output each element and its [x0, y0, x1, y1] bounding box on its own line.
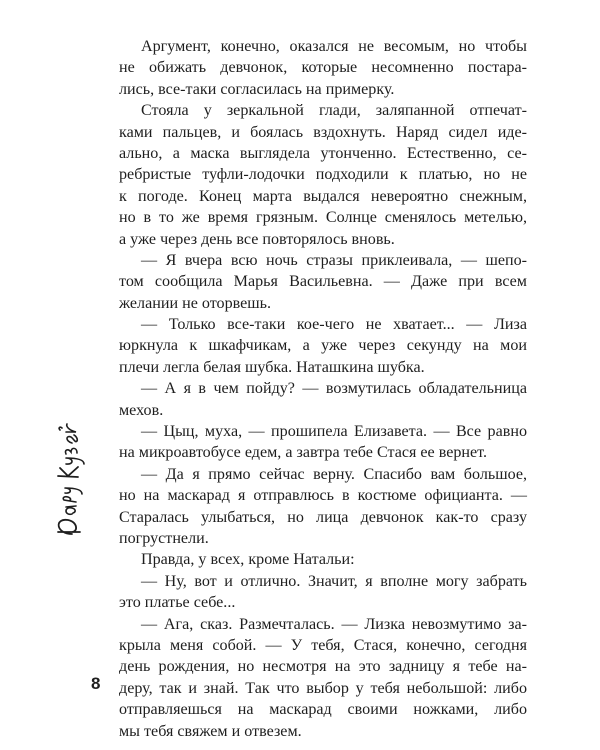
text-line: — Цыц, муха, — прошипела Елизавета. — Все равно — [141, 423, 527, 441]
text-line: — Да я прямо сейчас верну. Спасибо вам большое, — [141, 465, 527, 483]
text-line: ками пальцев, и боялась вздохнуть. Наряд сидел иде- — [119, 123, 527, 141]
text-line: Аргумент, конечно, оказался не весомым, но чтобы — [141, 38, 527, 55]
text-line: к погоде. Конец марта выдался невероятно снежным, — [119, 187, 527, 205]
text-line: погрустнели. — [119, 529, 209, 547]
text-line: это платье себе... — [119, 594, 236, 612]
text-line: мехов. — [119, 401, 164, 419]
text-line: желании не оторвешь. — [119, 294, 272, 312]
text-line: — Только все-таки кое-чего не хватает... — Лиза — [141, 316, 527, 334]
text-line: отправляешься на маскарад своими ножками, либо — [119, 701, 527, 719]
text-line: а уже через день все повторялось вновь. — [119, 230, 395, 248]
text-line: юркнула к шкафчикам, а уже через секунду на мои — [119, 337, 527, 355]
body-text — [119, 36, 527, 742]
author-signature — [38, 420, 88, 540]
text-line: мы тебя свяжем и отвезем. — [119, 722, 302, 740]
text-line: Стояла у зеркальной глади, заляпанной отпечат- — [141, 102, 527, 120]
text-line: но в то же время грязным. Солнце сменялось метелью, — [119, 209, 527, 227]
text-line: Правда, у всех, кроме Натальи: — [141, 551, 355, 569]
signature-icon — [38, 420, 88, 540]
text-line: Старалась улыбаться, но лица девчонок как-то сразу — [119, 508, 527, 526]
text-line: плечи легла белая шубка. Наташкина шубка. — [119, 358, 425, 376]
page-number: 8 — [91, 674, 101, 693]
text-line: деру, так и знай. Так что выбор у тебя небольшой: либо — [119, 679, 527, 697]
text-line: день рождения, но несмотря на это задницу я тебе на- — [119, 658, 527, 676]
text-line: ально, а маска выглядела утонченно. Естественно, се- — [119, 144, 527, 162]
text-line: — А я в чем пойду? — возмутилась обладательница — [141, 380, 527, 398]
text-line: ребристые туфли-лодочки подходили к платью, но не — [119, 166, 527, 184]
text-line: крыла меня собой. — У тебя, Стася, конечно, сегодня — [119, 636, 527, 654]
text-line: — Ага, сказ. Размечталась. — Лизка невозмутимо за- — [141, 615, 527, 633]
text-line: том сообщила Марья Васильевна. — Даже при всем — [119, 273, 527, 291]
text-line: но на маскарад я отправлюсь в костюме официанта. — — [119, 487, 527, 505]
text-line: не обижать девчонок, которые несомненно постара- — [119, 59, 527, 77]
text-line: лись, все-таки согласилась на примерку. — [119, 80, 395, 98]
text-line: на микроавтобусе едем, а завтра тебе Стася ее вернет. — [119, 444, 488, 462]
text-line: — Я вчера всю ночь стразы приклеивала, — шепо- — [141, 251, 527, 269]
text-line: — Ну, вот и отлично. Значит, я вполне могу забрать — [141, 572, 527, 590]
